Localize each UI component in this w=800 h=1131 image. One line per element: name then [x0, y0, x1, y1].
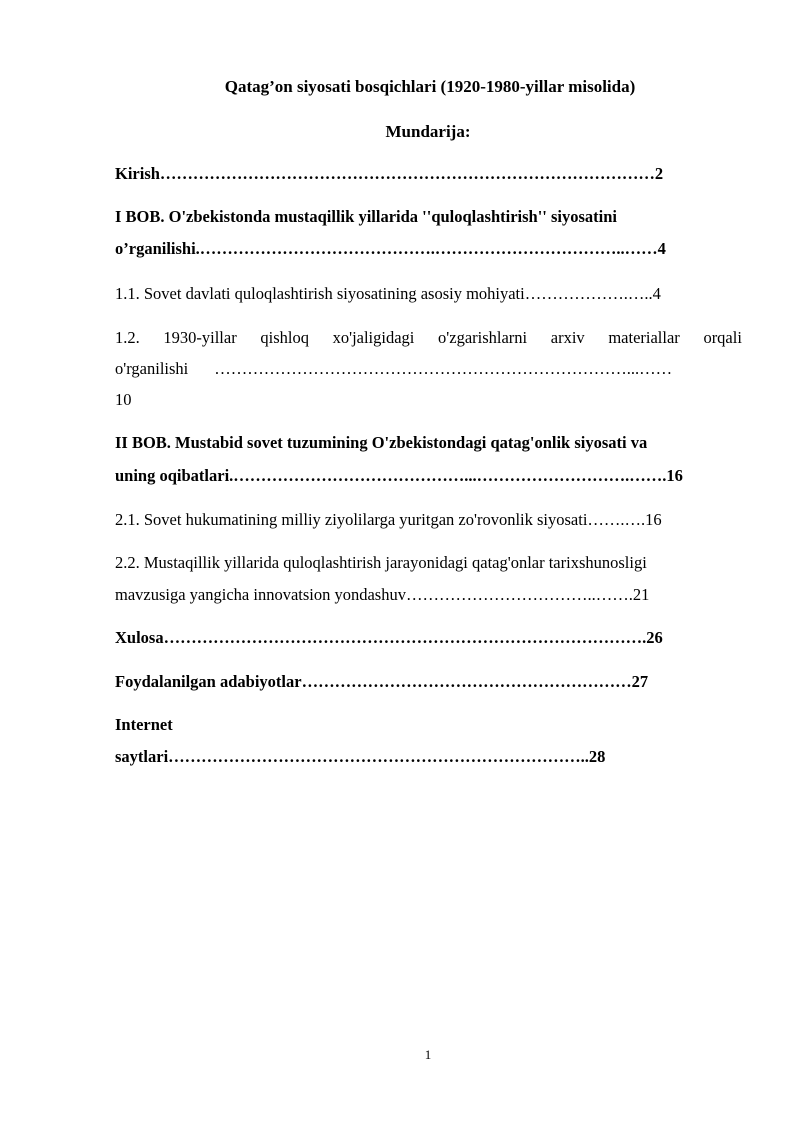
toc-entry-kirish: Kirish………………………………………………………………………………2: [115, 164, 664, 183]
toc-entry-internet-line2: saytlari…………………………………………………………………..28: [115, 747, 606, 766]
toc-entry-bob1-line1: I BOB. O'zbekistonda mustaqillik yillarida ''quloqlashtirish'' siyosatini: [115, 207, 618, 226]
toc-entry-1-2-line1: [115, 327, 742, 349]
toc-entry-xulosa: Xulosa…………………………………………………………………………….26: [115, 628, 663, 647]
toc-word: materiallar: [608, 328, 680, 347]
page-number: 1: [424, 1047, 432, 1062]
toc-entry-1-1: 1.1. Sovet davlati quloqlashtirish siyosatining asosiy mohiyati……………….…..4: [115, 284, 661, 303]
toc-entry-bob1-line2: o’rganilishi.…………………………………….……………………………..……4: [115, 239, 666, 258]
toc-entry-bob2-line2: uning oqibatlari.……………………………………...……………………….…….16: [115, 466, 683, 485]
toc-entry-adabiyotlar: Foydalanilgan adabiyotlar……………………………………………………27: [115, 672, 649, 691]
contents-heading: Mundarija:: [385, 122, 471, 141]
toc-entry-2-2-line2: mavzusiga yangicha innovatsion yondashuv……………………………..…….21: [115, 585, 650, 604]
toc-entry-1-2-label: o'rganilishi: [115, 359, 189, 378]
toc-word: orqali: [703, 328, 742, 347]
toc-entry-bob2-line1: II BOB. Mustabid sovet tuzumining O'zbekistondagi qatag'onlik siyosati va: [115, 433, 648, 452]
document-title: Qatag’on siyosati bosqichlari (1920-1980-yillar misolida): [224, 77, 636, 96]
toc-word: o'zgarishlarni: [438, 328, 528, 347]
toc-entry-2-1: 2.1. Sovet hukumatining milliy ziyolilarga yuritgan zo'rovonlik siyosati…….….16: [115, 510, 662, 529]
toc-leader-dots: …………………………………………………………………...……: [214, 359, 673, 378]
toc-word: xo'jaligidagi: [332, 328, 415, 347]
toc-word: qishloq: [260, 328, 309, 347]
toc-entry-1-2-line2: [115, 358, 742, 380]
toc-entry-internet-line1: Internet: [115, 715, 173, 734]
toc-word: 1.2.: [115, 328, 140, 347]
toc-word: arxiv: [550, 328, 585, 347]
toc-entry-1-2-page: 10: [115, 390, 132, 409]
toc-word: 1930-yillar: [163, 328, 237, 347]
toc-entry-2-2-line1: 2.2. Mustaqillik yillarida quloqlashtirish jarayonidagi qatag'onlar tarixshunosligi: [115, 553, 647, 572]
